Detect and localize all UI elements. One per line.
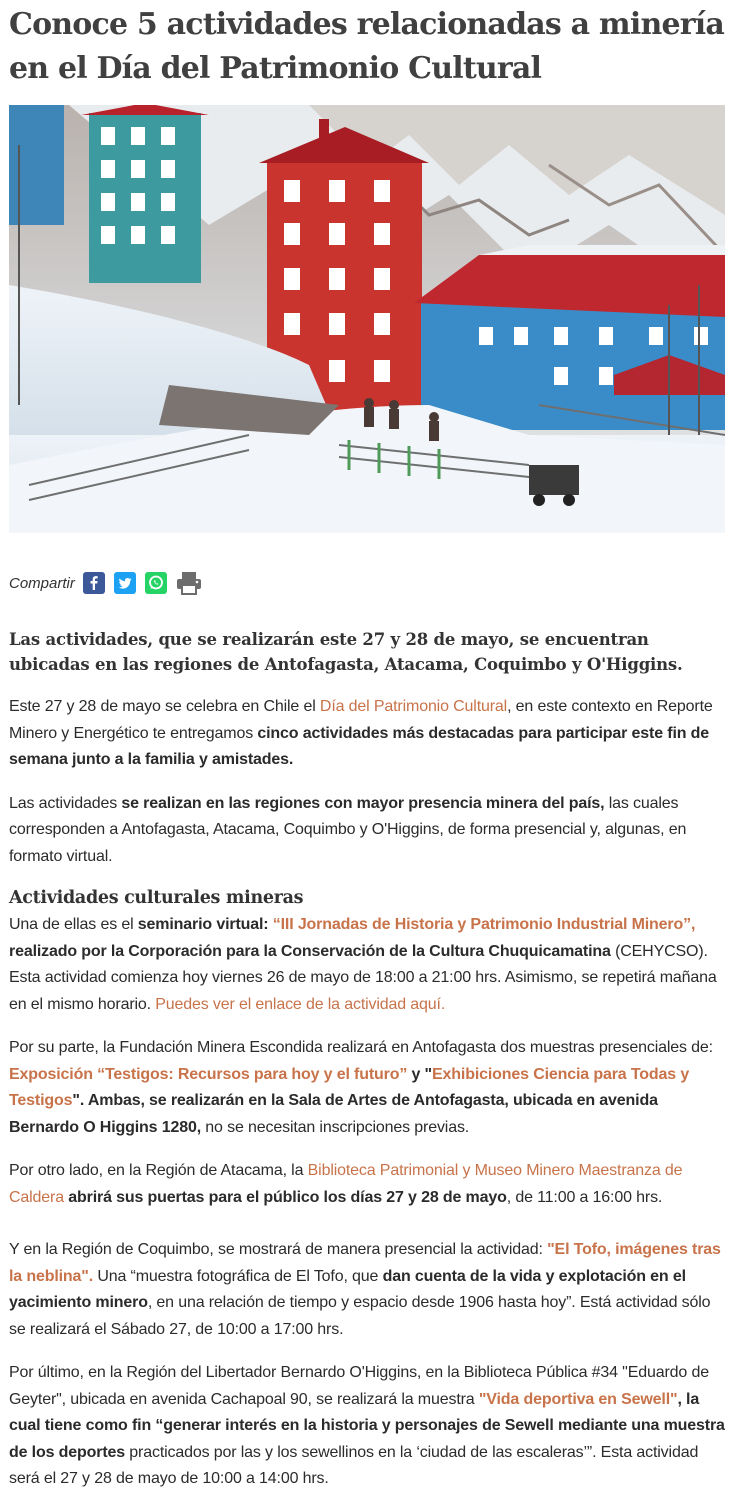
bold-text: seminario virtual: <box>137 916 273 933</box>
text: Y en la Región de Coquimbo, se mostrará de manera presencial la actividad: <box>9 1241 548 1258</box>
paragraph-7 <box>9 1360 725 1493</box>
text: Por su parte, la Fundación Minera Escondida realizará en Antofagasta dos muestras presenciales de: <box>9 1039 713 1056</box>
whatsapp-icon[interactable] <box>145 572 167 594</box>
bold-text: cinco actividades más destacadas para participar este fin de semana junto a la familia y amistades. <box>9 724 710 768</box>
link-ver-enlace[interactable]: Puedes ver el enlace de la actividad aquí. <box>155 995 446 1013</box>
share-bar <box>9 569 725 597</box>
text: (CEHYCSO). Esta actividad comienza hoy viernes 26 de mayo de 18:00 a 21:00 hrs. Asimismo, se repetirá mañana en el mismo horario. <box>9 942 717 1013</box>
link-dia-patrimonio[interactable]: Día del Patrimonio Cultural <box>319 698 508 715</box>
bold-text: ". Ambas, se realizarán en la Sala de Artes de Antofagasta, ubicada en avenida Bernardo O Higgins 1280, <box>9 1092 658 1136</box>
text: Una de ellas es el <box>9 916 138 933</box>
paragraph-3 <box>9 912 725 1018</box>
twitter-icon[interactable] <box>114 572 136 594</box>
text: las cuales corresponden a Antofagasta, Atacama, Coquimbo y O'Higgins, de forma presencial y, algunas, en formato virtual. <box>9 794 687 865</box>
text: Por último, en la Región del Libertador Bernardo O'Higgins, en la Biblioteca Pública #34 "Eduardo de Geyter", ubicada en avenida Cachapoal 90, se realizará la muestra <box>9 1364 709 1408</box>
paragraph-6 <box>9 1237 725 1343</box>
bold-text: realizado por la Corporación para la Conservación de la Cultura Chuquicamatina <box>9 942 611 960</box>
section-heading: Actividades culturales mineras <box>9 888 304 908</box>
text: , en una relación de tiempo y espacio desde 1906 hasta hoy”. Está actividad sólo se realizará el Sábado 27, de 10:00 a 17:00 hrs. <box>9 1294 711 1338</box>
text: no se necesitan inscripciones previas. <box>201 1118 470 1136</box>
link-vida-deportiva[interactable]: "Vida deportiva en Sewell" <box>478 1390 678 1408</box>
article <box>9 0 725 1493</box>
text: Una “muestra fotográfica de El Tofo, que <box>93 1267 383 1285</box>
paragraph-5 <box>9 1158 725 1211</box>
article-title: Conoce 5 actividades relacionadas a minería en el Día del Patrimonio Cultural <box>9 7 724 86</box>
bold-text: , la cual tiene como fin “generar interés en la historia y personajes de Sewell mediante una muestra de los deportes <box>9 1390 725 1461</box>
facebook-icon[interactable] <box>83 572 105 594</box>
paragraph-4 <box>9 1035 725 1141</box>
link-el-tofo[interactable]: "El Tofo, imágenes tras la neblina". <box>9 1241 721 1285</box>
paragraph-2 <box>9 791 725 871</box>
link-exhibiciones-ciencia[interactable]: Exhibiciones Ciencia para Todas y Testigos <box>9 1065 690 1109</box>
text: , de 11:00 a 16:00 hrs. <box>506 1188 663 1206</box>
share-label: Compartir <box>9 574 75 592</box>
link-exposicion-testigos[interactable]: Exposición “Testigos: Recursos para hoy y el futuro” <box>9 1065 408 1083</box>
link-biblioteca-caldera[interactable]: Biblioteca Patrimonial y Museo Minero Maestranza de Caldera <box>9 1162 683 1206</box>
bold-text: abrirá sus puertas para el público los días 27 y 28 de mayo <box>63 1188 507 1206</box>
bold-text: se realizan en las regiones con mayor presencia minera del país, <box>121 794 605 812</box>
hero-image <box>9 105 725 533</box>
text: Por otro lado, en la Región de Atacama, la <box>9 1162 308 1179</box>
text: , en este contexto en Reporte Minero y Energético te entregamos <box>9 698 713 742</box>
text: practicados por las y los sewellinos en la ‘ciudad de las escaleras’”. Esta actividad será el 27 y 28 de mayo de 10:00 a 14:00 hrs. <box>9 1443 699 1487</box>
link-jornadas[interactable]: “III Jornadas de Historia y Patrimonio Industrial Minero”, <box>272 916 696 933</box>
text: Este 27 y 28 de mayo se celebra en Chile el <box>9 698 320 715</box>
text: Las actividades <box>9 794 122 812</box>
print-icon[interactable] <box>176 571 202 595</box>
paragraph-1 <box>9 694 725 774</box>
bold-text: dan cuenta de la vida y explotación en el yacimiento minero <box>9 1267 686 1311</box>
article-lead: Las actividades, que se realizarán este 27 y 28 de mayo, se encuentran ubicadas en las regiones de Antofagasta, Atacama, Coquimbo y O'Higgins. <box>9 630 683 674</box>
bold-text: y " <box>407 1065 432 1083</box>
